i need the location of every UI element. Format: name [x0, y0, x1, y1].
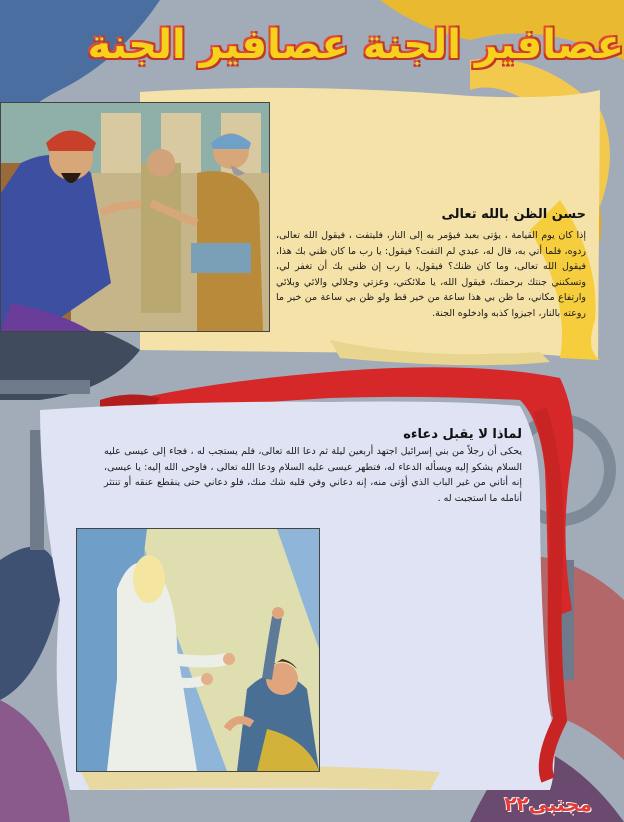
section-body-good-opinion: إذا كان يوم القيامة ، يؤتى بعبد فيؤمر به إلى النار، فليتفت ، فيقول الله تعالى، ردوه، فلما أتي به، قال له، عبدي لم التفت؟ فيقول: يا رب ما كان ظني بك هذا، فيقول الله تعالى، وما كان ظنك؟ فيقول، يا رب إن ظني بك أن تغفر لي، وتسكنني جنتك برحمتك، فيقول الله، يا ملائكتي، وعزتي وجلالي والائي وبلائي وارتفاع مكاني، ما ظن بي هذا ساعة من خير قط ولو ظن بي ساعة من خير ما روعته بالنار، اجيزوا كذبه وادخلوه الجنة. [276, 230, 586, 319]
section-title-unanswered-prayer: لماذا لا يقبل دعاءه [403, 427, 522, 442]
court-scene-illustration [0, 102, 270, 332]
magazine-headline: عصافير الجنة عصافير الجنة [87, 22, 624, 68]
section-body-unanswered-prayer: يحكى أن رجلاً من بني إسرائيل اجتهد أربعين ليلة ثم دعا الله تعالى، فلم يستجب له ، فجاء إلى عيسى عليه السلام يشكو إليه ويسأله الدعاء له، فتطهر عيسى عليه السلام ودعا الله تعالى ، فاوحى الله إليه: يا عيسى، إنه أتاني من غير الباب الذي أؤتى منه، إنه دعاني وفي قلبه شك منك، فلو دعاني حتى ينقطع عنقه أو تنتثر أنامله ما استجبت له . [104, 446, 522, 504]
magazine-logo: مجتبى٢٢ [504, 792, 592, 816]
section-title-good-opinion: حسن الظن بالله تعالى [441, 207, 586, 222]
prayer-scene-illustration [76, 528, 320, 772]
